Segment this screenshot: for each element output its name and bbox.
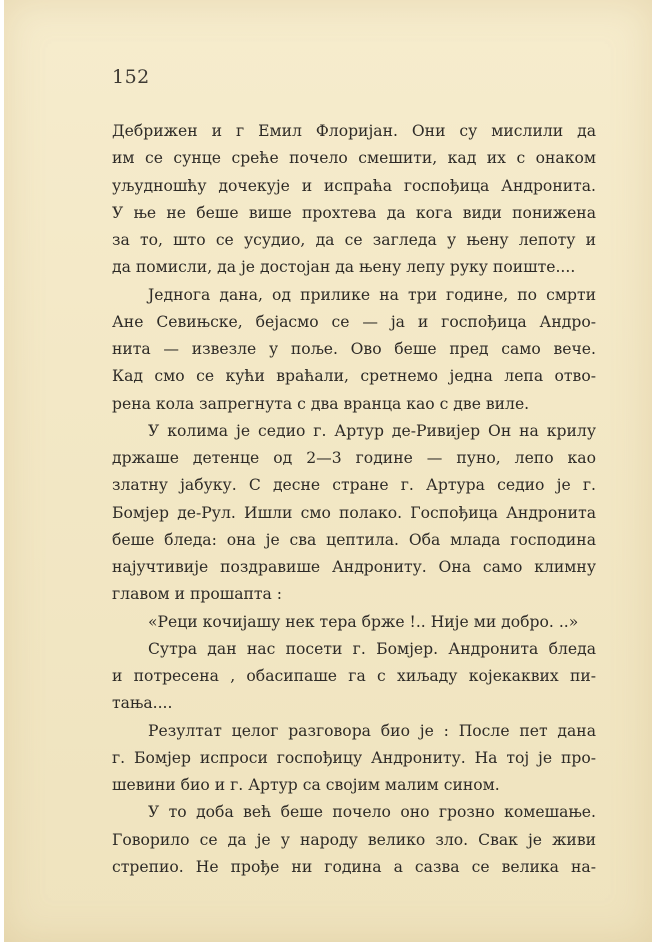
paragraph-start-line: Сутра дан нас посети г. Бомјер. Андронита бледа [148, 639, 596, 658]
text-line: да помисли, да је достојан да њену лепу руку поиште.... [112, 258, 576, 277]
quoted-speech-line: «Реци кочијашу нек тера брже !.. Није ми добро. ..» [148, 612, 579, 631]
text-line: Кад смо се кући враћали, сретнемо једна лепа отво- [112, 367, 596, 386]
text-line: шевини био и г. Артур са својим малим сином. [112, 776, 500, 794]
text-line: Ане Севињске, бејасмо се — ја и госпођица Андро- [112, 312, 596, 331]
text-line: за то, што се усудио, да се загледа у њену лепоту и [112, 231, 596, 249]
text-line: и потресена , обасипаше га с хиљаду којекаквих пи- [112, 667, 596, 685]
book-page [4, 0, 652, 942]
text-line: Бомјер де-Рул. Ишли смо полако. Госпођица Андронита [112, 503, 596, 522]
scan-border [0, 942, 654, 947]
text-line: Говорило се да је у народу велико зло. Свак је живи [112, 830, 596, 849]
text-line: рена кола запрегнута с два вранца као с две виле. [112, 394, 530, 413]
paragraph-start-line: У то доба већ беше почело оно грозно комешање. [148, 803, 596, 822]
text-line: најучтивије поздравише Андрониту. Она само климну [112, 558, 596, 576]
page-number: 152 [112, 66, 150, 88]
text-line: стрепио. Не прође ни година а сазва се велика на- [112, 857, 596, 876]
text-line: тања.... [112, 694, 173, 713]
paragraph-start-line: У колима је седио г. Артур де-Ривијер Он на крилу [148, 421, 596, 440]
text-line: уљудношћу дочекује и испраћа госпођица Андронита. [112, 176, 596, 195]
text-line: У ње не беше више прохтева да кога види понижена [112, 203, 596, 222]
paragraph-start-line: Резултат целог разговора био је : После пет дана [148, 721, 596, 740]
text-line: златну јабуку. С десне стране г. Артура седио је г. [112, 476, 596, 495]
text-line: беше бледа: она је сва цептила. Оба млада господина [112, 530, 596, 549]
text-line: им се сунце среће почело смешити, кад их с онаком [112, 149, 596, 168]
body-text [112, 118, 596, 881]
text-line: држаше детенце од 2—3 године — пуно, лепо као [112, 449, 596, 467]
text-line: Дебрижен и г Емил Флоријан. Они су мислили да [112, 122, 596, 140]
text-line: нита — извезле у поље. Ово беше пред само вече. [112, 340, 596, 358]
text-line: главом и прошапта : [112, 585, 283, 604]
paragraph-start-line: Једнога дана, од прилике на три године, по смрти [148, 285, 596, 304]
text-line: г. Бомјер испроси госпођицу Андрониту. На тој је про- [112, 748, 596, 767]
